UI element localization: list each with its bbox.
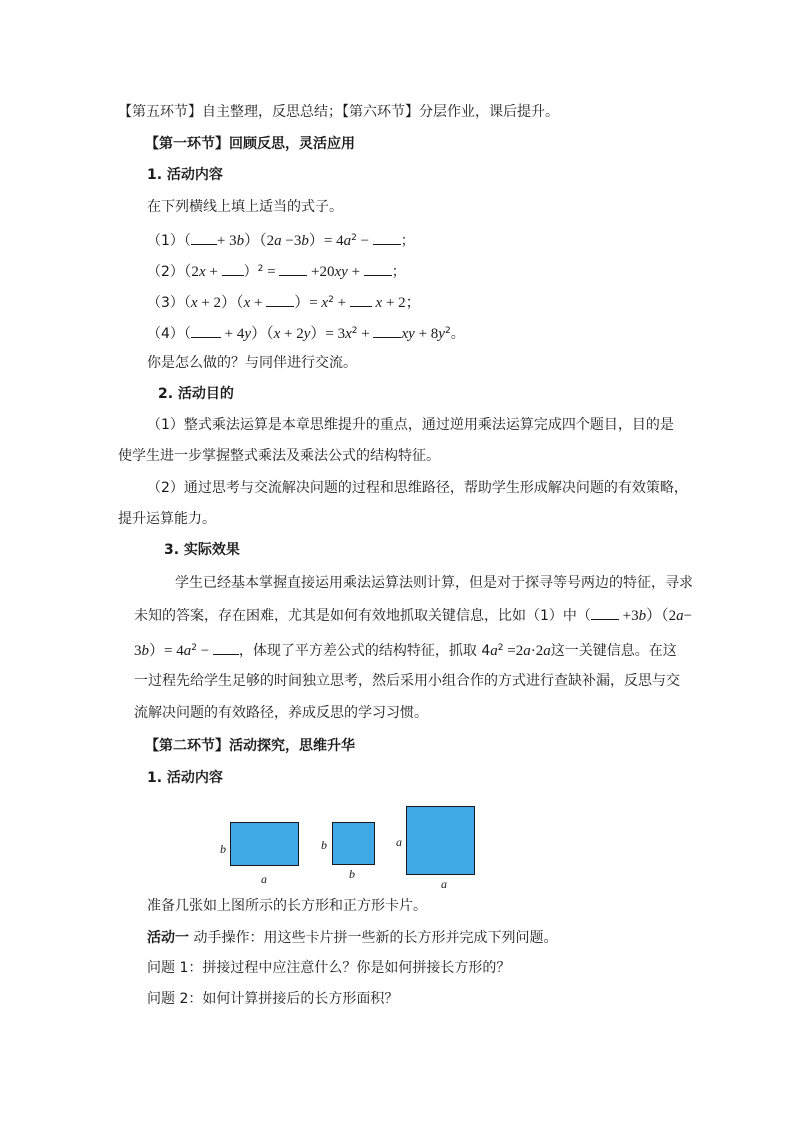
section1-instruction: 在下列横线上填上适当的式子。 [147, 199, 343, 215]
intro-line [118, 102, 559, 122]
question-2: 问题 2：如何计算拼接后的长方形面积？ [147, 991, 399, 1007]
section1-effect-title: 3. 实际效果 [164, 542, 240, 558]
small-square-card [332, 822, 375, 865]
blank [350, 292, 372, 307]
large-square-bottom-label: a [441, 877, 447, 891]
large-square-card [406, 806, 475, 875]
small-square-bottom-label: b [349, 867, 355, 881]
blank [591, 605, 619, 620]
large-square-side-label: a [396, 835, 402, 849]
exercise-3: （3）（x + 2）（x + ）= $x^2 + x + 2$； [147, 290, 421, 310]
section1-content-title: 1. 活动内容 [147, 167, 223, 183]
rectangle-card [230, 822, 299, 866]
section2-heading: 【第二环节】活动探究，思维升华 [145, 738, 355, 754]
activity-label: 活动一 [147, 930, 189, 946]
blank [191, 230, 217, 245]
effect-line2: 未知的答案，存在困难，尤其是如何有效地抓取关键信息，比如（1）中（ +3b）（2a− [134, 605, 692, 625]
goal1-line1: （1）整式乘法运算是本章思维提升的重点，通过逆用乘法运算完成四个题目，目的是 [147, 417, 674, 433]
figure-caption: 准备几张如上图所示的长方形和正方形卡片。 [147, 898, 427, 914]
effect-line3: $3b)= 4a^2$ − ，体现了平方差公式的结构特征，抓取 $4a^2 =2a\cdot 2a$这一关键信息。在这 [134, 638, 677, 658]
section1-question: 你是怎么做的？与同伴进行交流。 [147, 355, 357, 371]
blank [373, 323, 401, 338]
small-square-side-label: b [321, 838, 327, 852]
section1-goal-title: 2. 活动目的 [158, 386, 234, 402]
blank [364, 261, 392, 276]
goal2-line2: 提升运算能力。 [118, 511, 216, 527]
stage5-label: 【第五环节】 [118, 104, 202, 120]
section1-heading: 【第一环节】回顾反思，灵活应用 [145, 136, 355, 152]
blank [266, 292, 294, 307]
goal1-line2: 使学生进一步掌握整式乘法及乘法公式的结构特征。 [118, 448, 440, 464]
blank [191, 323, 221, 338]
blank [213, 640, 239, 655]
effect-line5: 流解决问题的有效路径，养成反思的学习习惯。 [134, 705, 428, 721]
exercise-4: $(4)( + 4y)(x + 2y)= 3x^2$ + xy + $8y^2$。 [147, 321, 465, 341]
exercise-2: $(2)(2x + )^2 = +20xy$ + ； [147, 259, 406, 279]
blank [373, 230, 401, 245]
question-1: 问题 1：拼接过程中应注意什么？你是如何拼接长方形的？ [147, 960, 511, 976]
blank [222, 261, 244, 276]
rectangle-side-label: b [220, 842, 226, 856]
blank [279, 261, 307, 276]
exercise-1: $(1)( + 3b)(2a -3b)= 4a^2$ − ； [147, 228, 415, 248]
section2-content-title: 1. 活动内容 [147, 770, 223, 786]
activity-text: 动手操作：用这些卡片拼一些新的长方形并完成下列问题。 [189, 930, 558, 946]
stage6-text: 分层作业，课后提升。 [419, 104, 559, 120]
rectangle-bottom-label: a [261, 872, 267, 886]
activity-one [147, 928, 557, 948]
stage5-text: 自主整理，反思总结； [202, 104, 342, 120]
goal2-line1: （2）通过思考与交流解决问题的过程和思维路径，帮助学生形成解决问题的有效策略， [147, 480, 688, 496]
effect-line1: 学生已经基本掌握直接运用乘法运算法则计算，但是对于探寻等号两边的特征，寻求 [175, 575, 693, 591]
stage6-label: 【第六环节】 [342, 104, 419, 120]
effect-line4: 一过程先给学生足够的时间独立思考，然后采用小组合作的方式进行查缺补漏，反思与交 [134, 673, 680, 689]
